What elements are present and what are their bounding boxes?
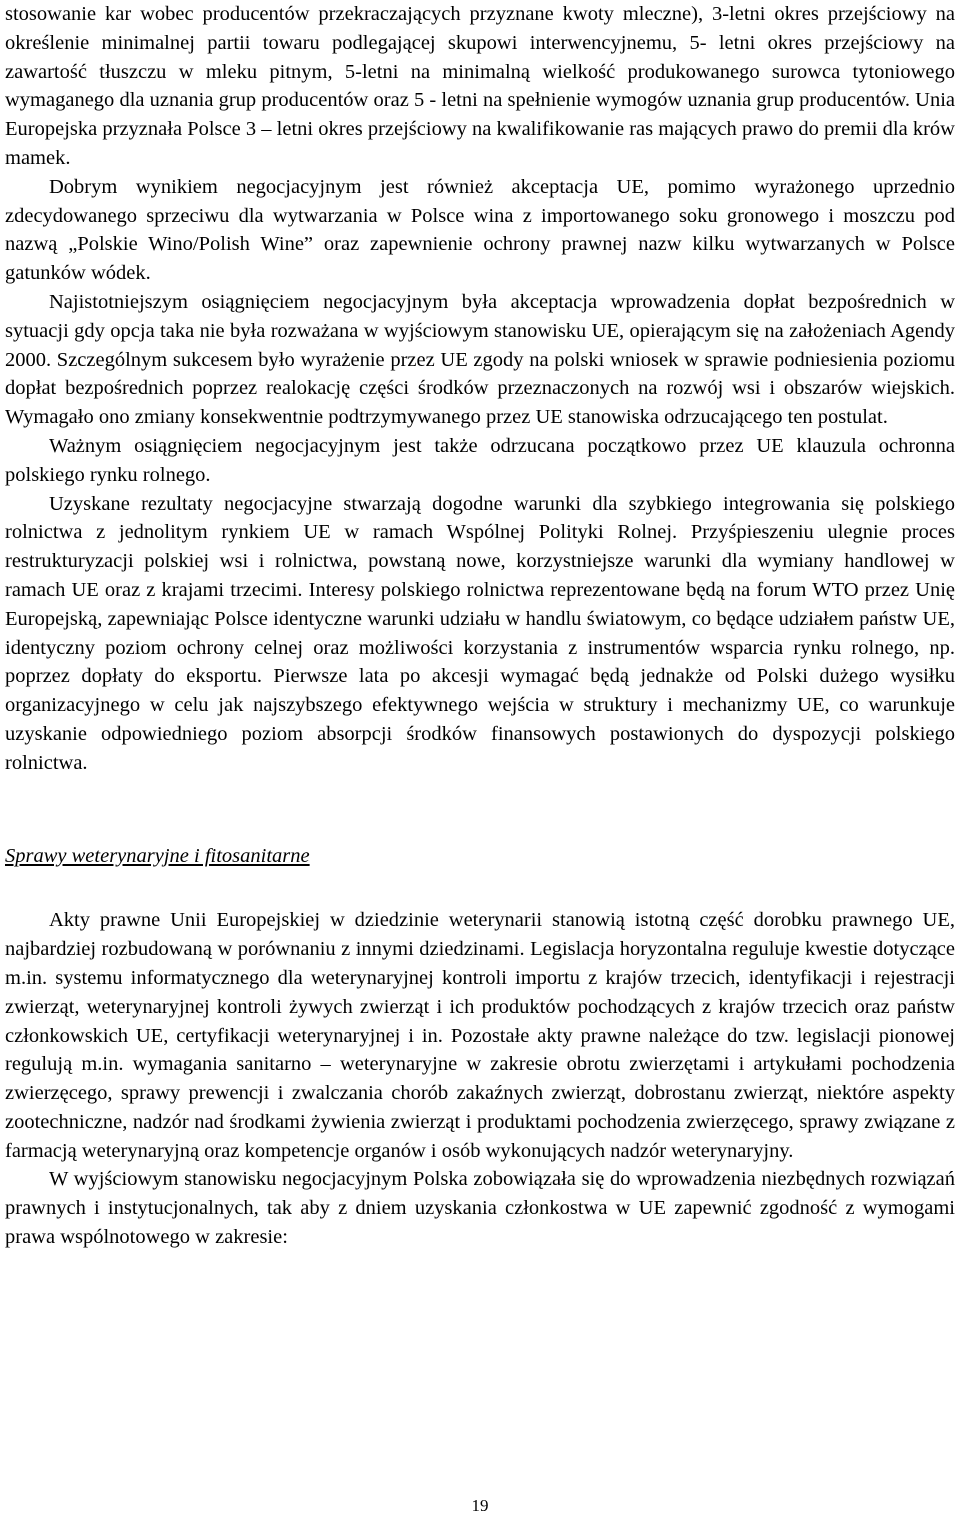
- document-page: [5, 0, 955, 1252]
- page-number: 19: [471, 1496, 489, 1515]
- section-heading: Sprawy weterynaryjne i fitosanitarne: [5, 844, 310, 867]
- paragraph-direct-payments: Najistotniejszym osiągnięciem negocjacyjnym była akceptacja wprowadzenia dopłat bezpośrednich w sytuacji gdy opcja taka nie była rozważana w wyjściowym stanowisku UE, opierającym się na założeniach Agendy 2000. Szczególnym sukcesem było wyrażenie przez UE zgody na polski wniosek w sprawie podniesienia poziomu dopłat bezpośrednich poprzez realokację części środków przeznaczonych na rozwój wsi i obszarów wiejskich. Wymagało ono zmiany konsekwentnie podtrzymywanego przez UE stanowiska odrzucającego ten postulat.: [5, 290, 955, 429]
- paragraph-results: Uzyskane rezultaty negocjacyjne stwarzają dogodne warunki dla szybkiego integrowania się polskiego rolnictwa z jednolitym rynkiem UE w ramach Wspólnej Polityki Rolnej. Przyśpieszeniu ulegnie proces restrukturyzacji polskiej wsi i rolnictwa, powstaną nowe, korzystniejsze warunki dla wymiany handlowej w ramach UE oraz z krajami trzecimi. Interesy polskiego rolnictwa reprezentowane będą na forum WTO przez Unię Europejską, zapewniając Polsce identyczne warunki udziału w handlu światowym, co będące udziałem państw UE, identyczny poziom ochrony celnej oraz możliwości korzystania z instrumentów wsparcia rynku rolnego, np. poprzez dopłaty do eksportu. Pierwsze lata po akcesji wymagać będą jednakże od Polski dużego wysiłku organizacyjnego w celu jak najszybszego efektywnego wejścia w struktury i mechanizmy UE, co warunkuje uzyskanie odpowiedniego poziom absorpcji środków finansowych postawionych do dyspozycji polskiego rolnictwa.: [5, 492, 955, 774]
- paragraph-safeguard-clause: Ważnym osiągnięciem negocjacyjnym jest także odrzucana początkowo przez UE klauzula ochronna polskiego rynku rolnego.: [5, 434, 955, 486]
- spacer: [5, 778, 955, 842]
- spacer: [5, 870, 955, 906]
- paragraph-initial-position: W wyjściowym stanowisku negocjacyjnym Polska zobowiązała się do wprowadzenia niezbędnych rozwiązań prawnych i instytucjonalnych, tak aby z dniem uzyskania członkostwa w UE zapewnić zgodność z wymogami prawa wspólnotowego w zakresie:: [5, 1168, 955, 1249]
- paragraph-veterinary-acts: Akty prawne Unii Europejskiej w dziedzinie weterynarii stanowią istotną część dorobku prawnego UE, najbardziej rozbudowaną w porównaniu z innymi dziedzinami. Legislacja horyzontalna reguluje kwestie dotyczące m.in. systemu informatycznego dla weterynaryjnej kontroli importu z krajów trzecich, identyfikacji i rejestracji zwierząt, weterynaryjnej kontroli żywych zwierząt i ich produktów pochodzących z krajów trzecich oraz państw członkowskich UE, certyfikacji weterynaryjnej i in. Pozostałe akty prawne należące do tzw. legislacji pionowej regulują m.in. wymagania sanitarno – weterynaryjne w zakresie obrotu zwierzętami i artykułami pochodzenia zwierzęcego, sprawy prewencji i zwalczania chorób zakaźnych zwierząt, dobrostanu zwierząt, niektóre aspekty zootechniczne, nadzór nad środkami żywienia zwierząt i produktami pochodzenia zwierzęcego, sprawy związane z farmacją weterynaryjną oraz kompetencje organów i osób wykonujących nadzór weterynaryjny.: [5, 909, 955, 1162]
- paragraph-continuation: stosowanie kar wobec producentów przekraczających przyznane kwoty mleczne), 3-letni okres przejściowy na określenie minimalnej partii towaru podlegającej skupowi interwencyjnemu, 5- letni okres przejściowy na zawartość tłuszczu w mleku pitnym, 5-letni na minimalną wielkość produkowanego surowca tytoniowego wymaganego dla uznania grup producentów oraz 5 - letni na spełnienie wymogów uznania grup producentów. Unia Europejska przyznała Polsce 3 – letni okres przejściowy na kwalifikowanie ras mających prawo do premii dla krów mamek.: [5, 3, 955, 169]
- paragraph-wine-vodka: Dobrym wynikiem negocjacyjnym jest również akceptacja UE, pomimo wyrażonego uprzednio zdecydowanego sprzeciwu dla wytwarzania w Polsce wina z importowanego soku gronowego i moszczu pod nazwą „Polskie Wino/Polish Wine” oraz zapewnienie ochrony prawnej nazw kilku wytwarzanych w Polsce gatunków wódek.: [5, 175, 955, 285]
